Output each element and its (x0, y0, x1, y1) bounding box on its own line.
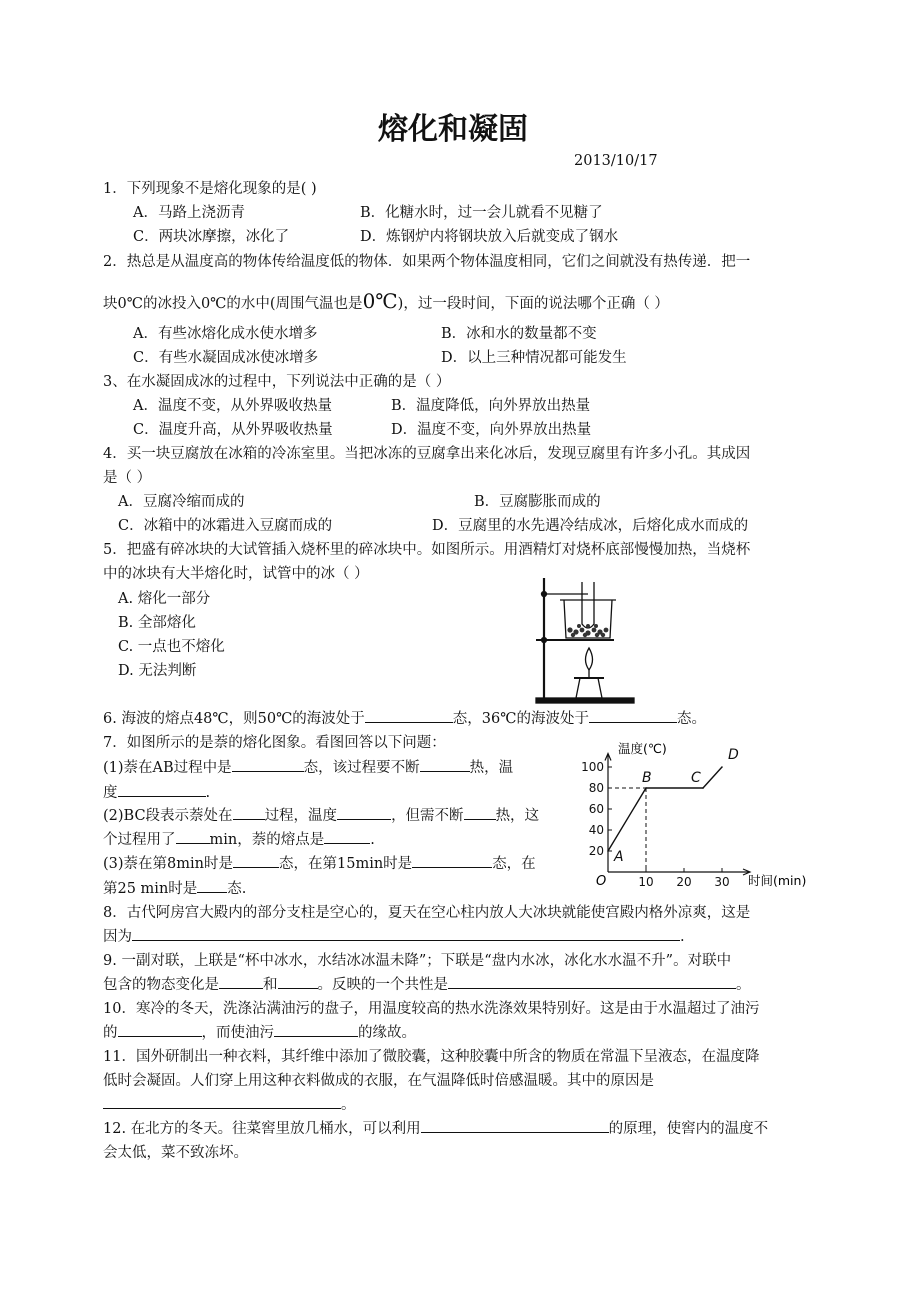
q10-blank-2[interactable] (274, 1022, 358, 1037)
q7-s1-d: 度 (103, 785, 118, 801)
q2-option-d: D．以上三种情况都可能发生 (441, 350, 627, 366)
q12-blank[interactable] (421, 1118, 609, 1133)
q8-line1: 8．古代阿房宫大殿内的部分支柱是空心的，夏天在空心柱内放人大冰块就能使宫殿内格外凉爽，这是 (103, 905, 751, 921)
beaker-apparatus-figure (530, 574, 640, 706)
q7-s1-line2 (103, 781, 210, 802)
stand-base (536, 698, 634, 703)
point-label: A (614, 849, 624, 865)
q6-blank-1[interactable] (365, 708, 453, 723)
crushed-ice (567, 624, 608, 637)
x-tick-label: 10 (638, 875, 654, 889)
q2-option-c: C．有些水凝固成冰使冰增多 (133, 350, 319, 366)
chart-origin-label: O (596, 874, 607, 889)
q7-s2-line1 (103, 804, 539, 825)
q7-blank-5[interactable] (337, 805, 391, 820)
q7-s1-b: 态，该过程要不断 (303, 760, 420, 776)
q7-s1-e: . (205, 785, 211, 801)
q6-p1: 6. 海波的熔点48℃，则50℃的海波处于 (103, 711, 365, 727)
q5-option-b: B. 全部熔化 (118, 615, 196, 631)
q11-line3 (103, 1093, 356, 1114)
q11-line1: 11．国外研制出一种衣料，其纤维中添加了微胶囊，这种胶囊中所含的物质在常温下呈液态，在温度降 (103, 1049, 760, 1065)
q9-l2-a: 包含的物态变化是 (103, 977, 219, 993)
q5-line1: 5．把盛有碎冰块的大试管插入烧杯里的碎冰块中。如图所示。用酒精灯对烧杯底部慢慢加热，当烧杯 (103, 542, 751, 558)
q9-blank-3[interactable] (448, 974, 736, 989)
chart-ticks (581, 760, 730, 889)
q7-blank-11[interactable] (197, 878, 227, 893)
q12-line1 (103, 1117, 768, 1138)
q4-option-b: B．豆腐膨胀而成的 (474, 494, 601, 510)
q8-end: . (680, 929, 685, 945)
q11-end: 。 (341, 1097, 356, 1113)
test-tube (582, 582, 594, 628)
q1-option-b: B．化糖水时，过一会儿就看不见糖了 (360, 205, 603, 221)
q5-line2: 中的冰块有大半熔化时，试管中的冰（ ） (103, 566, 369, 582)
q2-option-a: A．有些冰熔化成水使水增多 (133, 326, 318, 342)
q1-option-c: C．两块冰摩擦，冰化了 (133, 229, 290, 245)
point-label: C (691, 770, 701, 786)
q7-s3-e: 态. (227, 881, 247, 897)
q7-s2-a: (2)BC段表示萘处在 (103, 808, 233, 824)
page-title: 熔化和凝固 (378, 112, 528, 147)
q10-l2-a: 的 (103, 1025, 118, 1041)
q9-line1: 9. 一副对联，上联是“杯中冰水，水结冰冰温未降”；下联是“盘内水冰，冰化水水温不升”。对联中 (103, 953, 732, 969)
flame (586, 648, 593, 670)
q9-l2-b: 和 (263, 977, 278, 993)
data-point (645, 787, 647, 789)
q7-s3-line2 (103, 877, 246, 898)
y-tick-label: 80 (588, 781, 604, 795)
q9-blank-2[interactable] (278, 974, 318, 989)
q4-option-a: A．豆腐冷缩而成的 (118, 494, 245, 510)
q10-l2-c: 的缘故。 (358, 1025, 416, 1041)
q7-s3-line1 (103, 852, 536, 873)
data-point (607, 850, 609, 852)
q7-s1-c: 热，温 (469, 760, 514, 776)
x-tick-label: 20 (676, 875, 692, 889)
q9-line2 (103, 973, 751, 994)
chart-xlabel: 时间(min) (748, 873, 807, 888)
q1-option-d: D．炼钢炉内将钢块放入后就变成了钢水 (360, 229, 619, 245)
q7-s2-b: 过程，温度 (264, 808, 338, 824)
q11-line2: 低时会凝固。人们穿上用这种衣料做成的衣服，在气温降低时倍感温暖。其中的原因是 (103, 1073, 654, 1089)
series-line (608, 767, 722, 851)
y-tick-label: 100 (581, 760, 604, 774)
chart-series (607, 766, 723, 852)
q4-option-c: C．冰箱中的冰霜进入豆腐而成的 (118, 518, 333, 534)
q7-s2-d: 热，这 (495, 808, 540, 824)
q2-line1: 2．热总是从温度高的物体传给温度低的物体．如果两个物体温度相同，它们之间就没有热传递．把一 (103, 254, 751, 270)
q7-blank-9[interactable] (233, 853, 279, 868)
q2-option-b: B．冰和水的数量都不变 (441, 326, 597, 342)
q8-line2-text: 因为 (103, 929, 132, 945)
q1-option-a: A．马路上浇沥青 (133, 205, 245, 221)
q10-l2-b: ，而使油污 (201, 1025, 274, 1041)
q10-line2 (103, 1021, 416, 1042)
q3-option-a: A．温度不变，从外界吸收热量 (133, 398, 332, 414)
q7-blank-6[interactable] (464, 805, 496, 820)
q4-option-d: D．豆腐里的水先遇冷结成冰，后熔化成水而成的 (432, 518, 749, 534)
q12-line2: 会太低，菜不致冻坏。 (103, 1145, 248, 1161)
q10-blank-1[interactable] (118, 1022, 202, 1037)
q7-s2-f: min，萘的熔点是 (209, 832, 325, 848)
q7-s2-line2 (103, 828, 375, 849)
q6-blank-2[interactable] (589, 708, 677, 723)
x-tick-label: 30 (714, 875, 730, 889)
q1-stem: 1．下列现象不是熔化现象的是( ) (103, 181, 317, 197)
y-tick-label: 60 (588, 802, 604, 816)
q5-option-a: A. 熔化一部分 (118, 591, 211, 607)
q10-line1: 10．寒冷的冬天，洗涤沾满油污的盘子，用温度较高的热水洗涤效果特别好。这是由于水温超过了油污 (103, 1001, 760, 1017)
q7-s2-g: . (370, 832, 375, 848)
q3-option-d: D．温度不变，向外界放出热量 (391, 422, 592, 438)
data-point (721, 766, 723, 768)
point-label: D (728, 747, 739, 763)
q11-blank[interactable] (103, 1094, 341, 1109)
q6-p3: 态。 (676, 711, 706, 727)
q7-stem: 7．如图所示的是萘的熔化图象。看图回答以下问题： (103, 735, 446, 751)
q7-s3-d: 第25 min时是 (103, 881, 198, 897)
q3-option-b: B．温度降低，向外界放出热量 (391, 398, 591, 414)
q5-option-d: D. 无法判断 (118, 663, 197, 679)
q7-blank-8[interactable] (324, 829, 370, 844)
q7-blank-1[interactable] (232, 757, 304, 772)
q8-blank[interactable] (132, 926, 680, 941)
q7-blank-10[interactable] (412, 853, 492, 868)
data-point (702, 787, 704, 789)
q5-option-c: C. 一点也不熔化 (118, 639, 225, 655)
q3-stem: 3、在水凝固成冰的过程中，下列说法中正确的是（ ） (103, 374, 451, 390)
q8-line2 (103, 925, 685, 946)
q7-s2-c: ，但需不断 (391, 808, 464, 824)
alcohol-lamp (576, 678, 602, 698)
q7-s1-line1 (103, 756, 513, 777)
q2-line2-a: 块0℃的冰投入0℃的水中(周围气温也是 (103, 296, 363, 312)
y-tick-label: 40 (588, 823, 604, 837)
point-label: B (642, 770, 652, 786)
q4-line1: 4．买一块豆腐放在冰箱的冷冻室里。当把冰冻的豆腐拿出来化冰后，发现豆腐里有许多小孔。其成因 (103, 446, 751, 462)
chart-axes (605, 754, 750, 876)
chart-ylabel: 温度(℃) (618, 741, 667, 756)
q7-blank-7[interactable] (176, 829, 210, 844)
q9-l2-d: 。 (736, 977, 751, 993)
q2-line2-c: )，过一段时间，下面的说法哪个正确（ ） (397, 296, 669, 312)
chart-point-labels (613, 747, 739, 865)
q7-blank-2[interactable] (420, 757, 470, 772)
q2-line2 (103, 289, 669, 313)
q7-blank-4[interactable] (233, 805, 265, 820)
y-tick-label: 20 (588, 844, 604, 858)
date: 2013/10/17 (574, 153, 658, 169)
q3-option-c: C．温度升高，从外界吸收热量 (133, 422, 333, 438)
q7-blank-3[interactable] (118, 782, 206, 797)
q7-s1-a: (1)萘在AB过程中是 (103, 760, 232, 776)
q9-blank-1[interactable] (219, 974, 263, 989)
q6-p2: 态，36℃的海波处于 (452, 711, 589, 727)
q7-s3-c: 态，在 (492, 856, 536, 872)
melting-curve-chart (581, 734, 816, 892)
q9-l2-c: 。反映的一个共性是 (317, 977, 448, 993)
q6-line (103, 707, 706, 728)
q2-line2-temp: 0℃ (362, 289, 398, 313)
q7-s3-a: (3)萘在第8min时是 (103, 856, 233, 872)
q4-line2: 是（ ） (103, 470, 152, 486)
q7-s2-e: 个过程用了 (103, 832, 176, 848)
q7-s3-b: 态，在第15min时是 (279, 856, 413, 872)
q12-l1-b: 的原理，使窖内的温度不 (608, 1121, 769, 1137)
q12-l1-a: 12. 在北方的冬天。往菜窖里放几桶水，可以利用 (103, 1121, 421, 1137)
